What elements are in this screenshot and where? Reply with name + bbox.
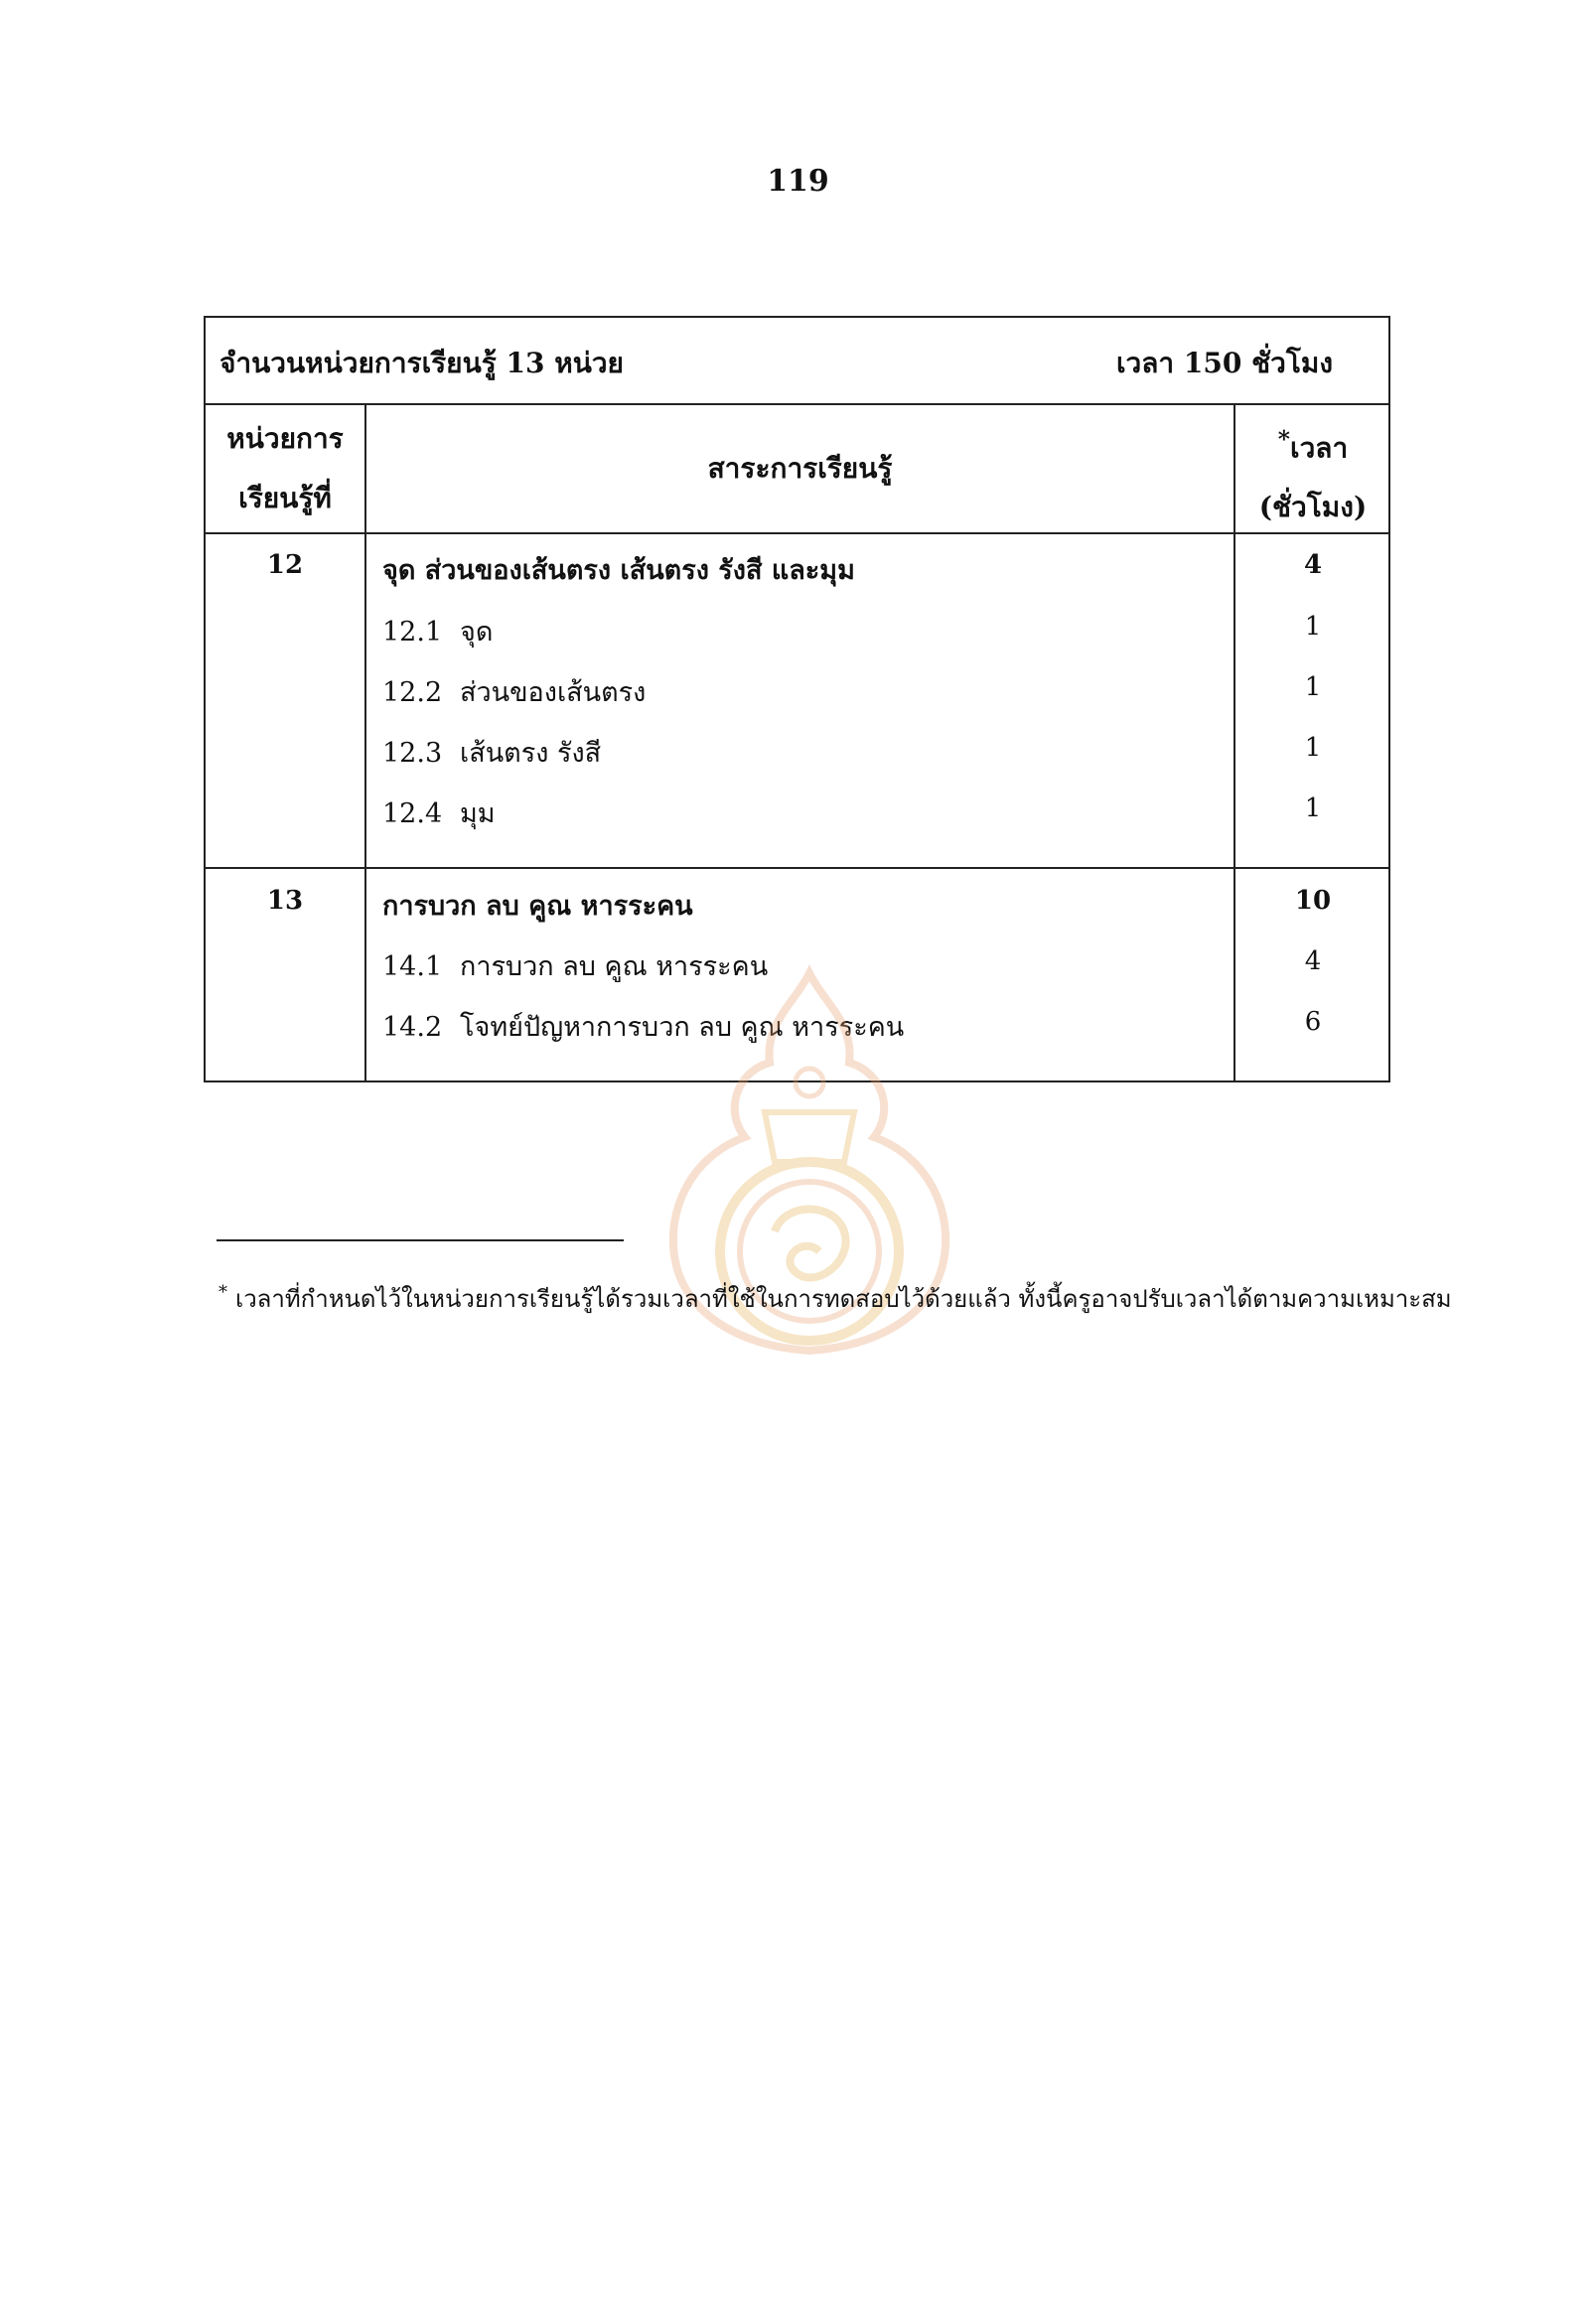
- unit-title: จุด ส่วนของเส้นตรง เส้นตรง รังสี และมุม: [382, 555, 855, 586]
- header-content: สาระการเรียนรู้: [707, 452, 893, 485]
- total-time-label: เวลา 150 ชั่วโมง: [1115, 347, 1333, 379]
- topic-row: 12.4 มุม: [382, 798, 496, 829]
- unit-hours: 4: [1303, 550, 1323, 580]
- topic-hours: 1: [1304, 733, 1322, 763]
- unit-number: 12: [266, 550, 304, 580]
- footnote-text: เวลาที่กำหนดไว้ในหน่วยการเรียนรู้ได้รวมเวลาที่ใช้ในการทดสอบไว้ด้วยแล้ว ทั้งนี้ครูอาจปรับเวลาได้ตามความเหมาะสม: [235, 1285, 1452, 1313]
- header-divider: [206, 532, 1388, 534]
- row-divider: [206, 867, 1388, 869]
- footnote-rule: [217, 1239, 624, 1241]
- summary-row: [206, 318, 1388, 405]
- header-unit: หน่วยการ เรียนรู้ที่: [226, 422, 344, 514]
- topic-hours: 6: [1304, 1007, 1322, 1037]
- unit-hours: 10: [1294, 886, 1332, 916]
- topic-hours: 4: [1304, 946, 1322, 976]
- topic-row: 14.2 โจทย์ปัญหาการบวก ลบ คูณ หารระคน: [382, 1012, 905, 1043]
- header-time: *เวลา (ชั่วโมง): [1258, 425, 1368, 524]
- topic-row: 12.3 เส้นตรง รังสี: [382, 738, 602, 769]
- topic-hours: 1: [1304, 612, 1322, 642]
- footnote-mark: *: [218, 1282, 227, 1303]
- page-number: 119: [767, 164, 829, 199]
- topic-row: 14.1 การบวก ลบ คูณ หารระคน: [382, 951, 769, 982]
- topic-row: 12.1 จุด: [382, 617, 494, 648]
- topic-row: 12.2 ส่วนของเส้นตรง: [382, 677, 647, 708]
- unit-title: การบวก ลบ คูณ หารระคน: [382, 891, 693, 922]
- topic-hours: 1: [1304, 672, 1322, 702]
- column-divider: [364, 405, 366, 1080]
- topic-hours: 1: [1304, 793, 1322, 823]
- footnote: [218, 1279, 1452, 1318]
- unit-count-label: จำนวนหน่วยการเรียนรู้ 13 หน่วย: [219, 347, 624, 379]
- unit-number: 13: [266, 886, 304, 916]
